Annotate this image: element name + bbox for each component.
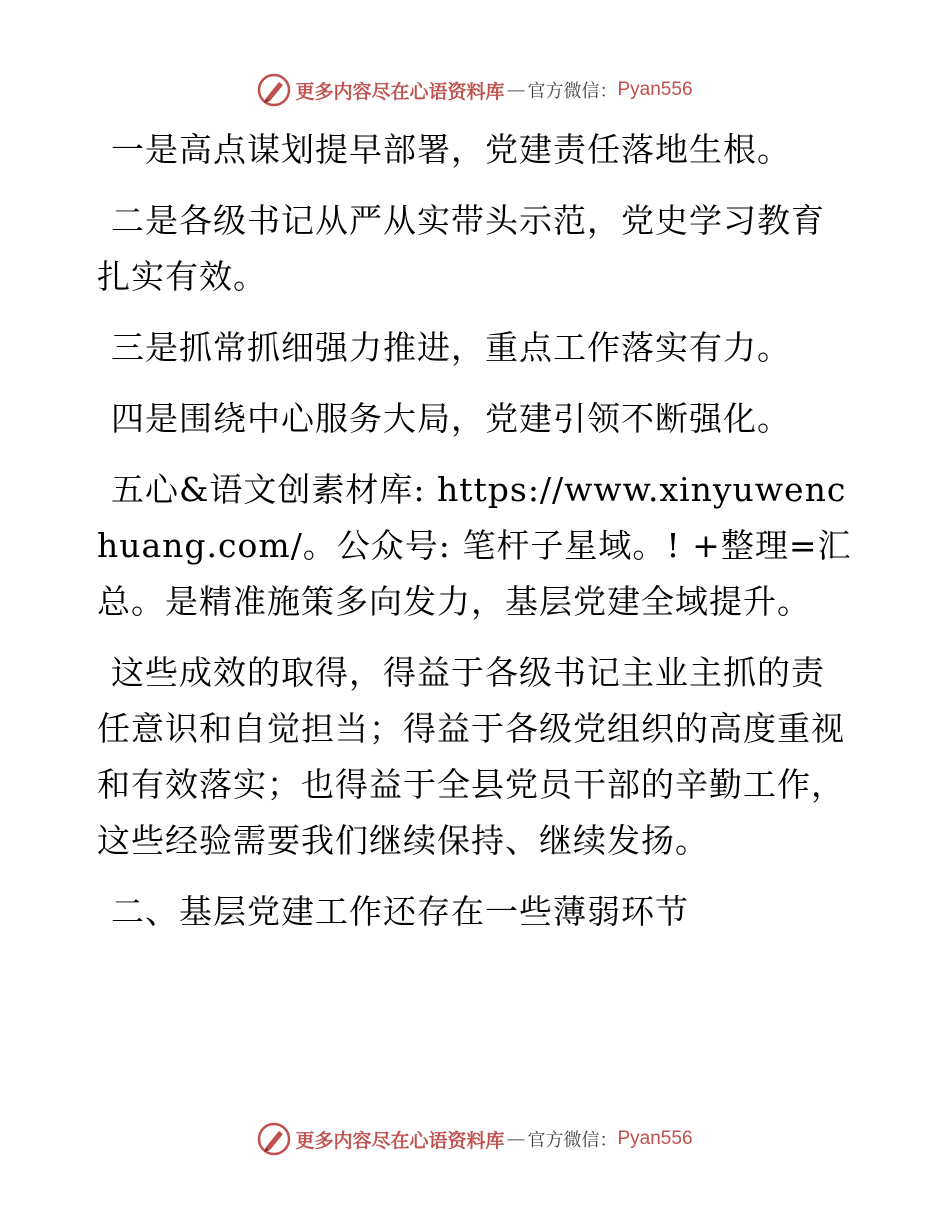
pen-logo-icon bbox=[257, 73, 291, 107]
header-dash: — bbox=[506, 79, 526, 101]
paragraph-2: 二是各级书记从严从实带头示范，党史学习教育扎实有效。 bbox=[97, 201, 825, 296]
paragraph-1: 一是高点谋划提早部署，党建责任落地生根。 bbox=[111, 130, 791, 169]
pen-logo-icon bbox=[257, 1122, 291, 1156]
header-wechat-label: 官方微信： bbox=[527, 81, 618, 102]
footer-brand-text: 更多内容尽在心语资料库 bbox=[295, 1129, 505, 1152]
header-banner bbox=[0, 70, 950, 110]
paragraph-5: 五心&语文创素材库: https://www.xinyuwenchuang.com/。公众号: 笔杆子星域。! +整理=汇总。是精准施策多向发力，基层党建全域提升。 bbox=[97, 470, 852, 621]
header-brand-text: 更多内容尽在心语资料库 bbox=[295, 80, 505, 103]
document-body bbox=[97, 122, 857, 955]
paragraph-3: 三是抓常抓细强力推进，重点工作落实有力。 bbox=[111, 328, 791, 367]
footer-wechat-id: Pyan556 bbox=[617, 1128, 693, 1149]
header-wechat-id: Pyan556 bbox=[617, 79, 693, 100]
footer-banner bbox=[0, 1119, 950, 1159]
footer-dash: — bbox=[506, 1128, 526, 1150]
section-heading: 二、基层党建工作还存在一些薄弱环节 bbox=[111, 892, 689, 931]
paragraph-6: 这些成效的取得，得益于各级书记主业主抓的责任意识和自觉担当；得益于各级党组织的高度重视和有效落实；也得益于全县党员干部的辛勤工作，这些经验需要我们继续保持、继续发扬。 bbox=[97, 653, 845, 860]
paragraph-4: 四是围绕中心服务大局，党建引领不断强化。 bbox=[111, 399, 791, 438]
footer-wechat-label: 官方微信： bbox=[527, 1130, 618, 1151]
